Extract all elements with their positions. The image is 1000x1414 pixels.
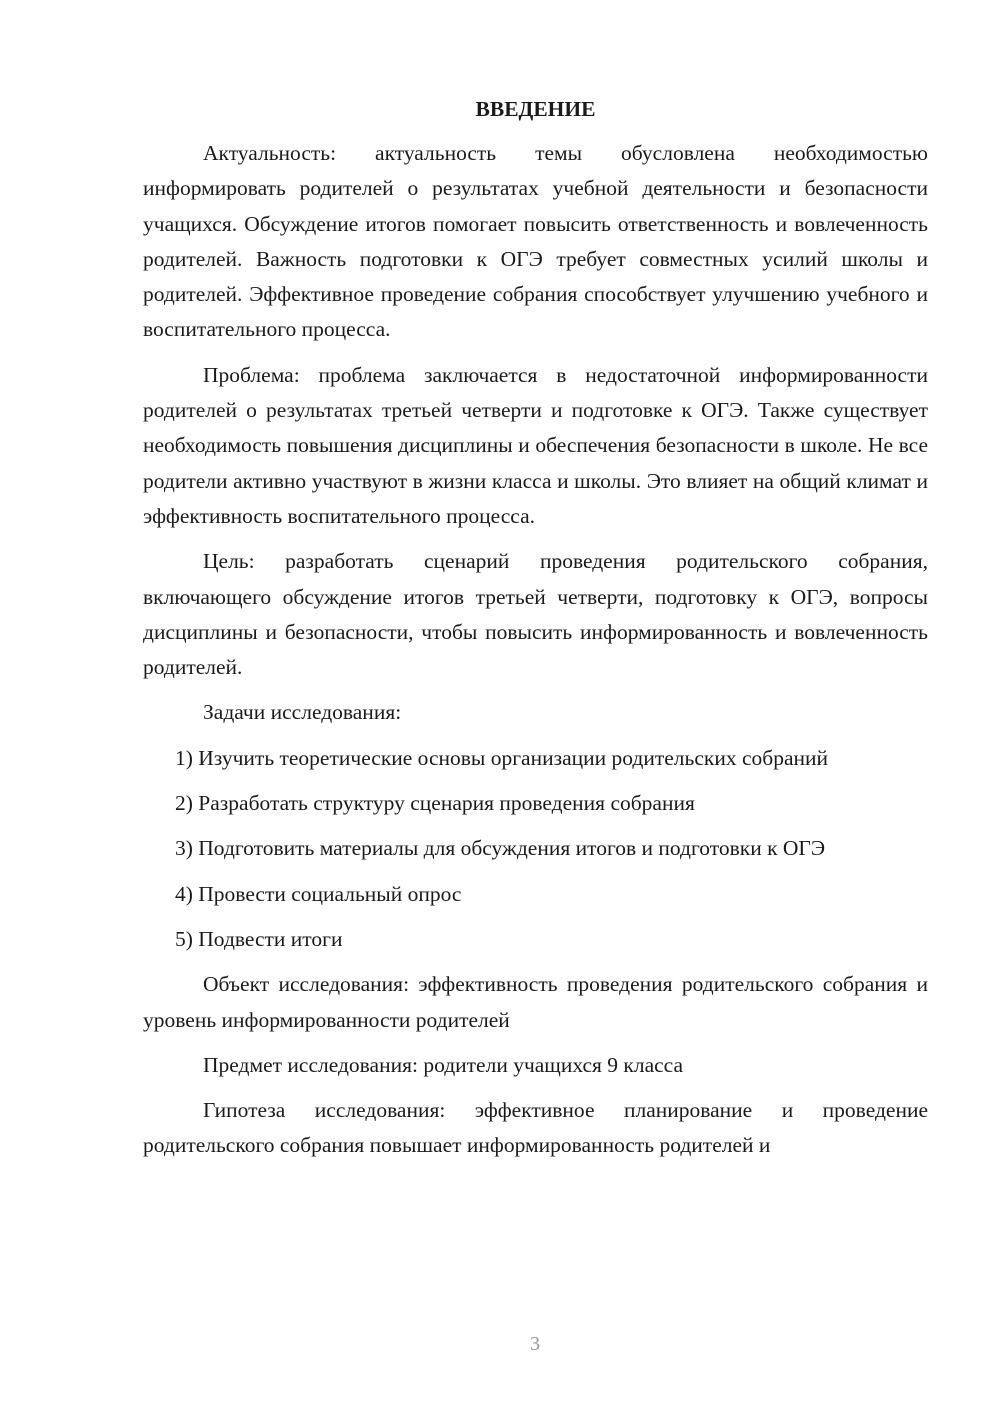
task-item: 1) Изучить теоретические основы организации родительских собраний (175, 745, 828, 770)
task-item: 4) Провести социальный опрос (175, 881, 462, 906)
section-title: ВВЕДЕНИЕ (475, 97, 596, 121)
page-number: 3 (530, 1333, 540, 1355)
problem-paragraph: Проблема: проблема заключается в недостаточной информированности родителей о результатах третьей четверти и подготовке к ОГЭ. Также существует необходимость повышения дисциплины и обеспечения безопасности в школе. Не все родители активно участвуют в жизни класса и школы. Это влияет на общий климат и эффективность воспитательного процесса. (143, 362, 928, 528)
hypothesis-paragraph: Гипотеза исследования: эффективное планирование и проведение родительского собрания повышает информированность родителей и (143, 1098, 928, 1158)
task-item: 3) Подготовить материалы для обсуждения итогов и подготовки к ОГЭ (175, 836, 826, 861)
task-item: 5) Подвести итоги (175, 926, 343, 951)
relevance-paragraph: Актуальность: актуальность темы обусловлена необходимостью информировать родителей о результатах учебной деятельности и безопасности учащихся. Обсуждение итогов помогает повысить ответственность и вовлеченность родителей. Важность подготовки к ОГЭ требует совместных усилий школы и родителей. Эффективное проведение собрания способствует улучшению учебного и воспитательного процесса. (143, 141, 928, 342)
tasks-heading: Задачи исследования: (203, 700, 402, 725)
document-page (143, 92, 928, 1174)
goal-paragraph: Цель: разработать сценарий проведения родительского собрания, включающего обсуждение итогов третьей четверти, подготовку к ОГЭ, вопросы дисциплины и безопасности, чтобы повысить информированность и вовлеченность родителей. (143, 549, 928, 680)
subject-paragraph: Предмет исследования: родители учащихся 9 класса (203, 1052, 684, 1077)
object-paragraph: Объект исследования: эффективность проведения родительского собрания и уровень информированности родителей (143, 972, 928, 1032)
task-item: 2) Разработать структуру сценария проведения собрания (175, 791, 695, 816)
